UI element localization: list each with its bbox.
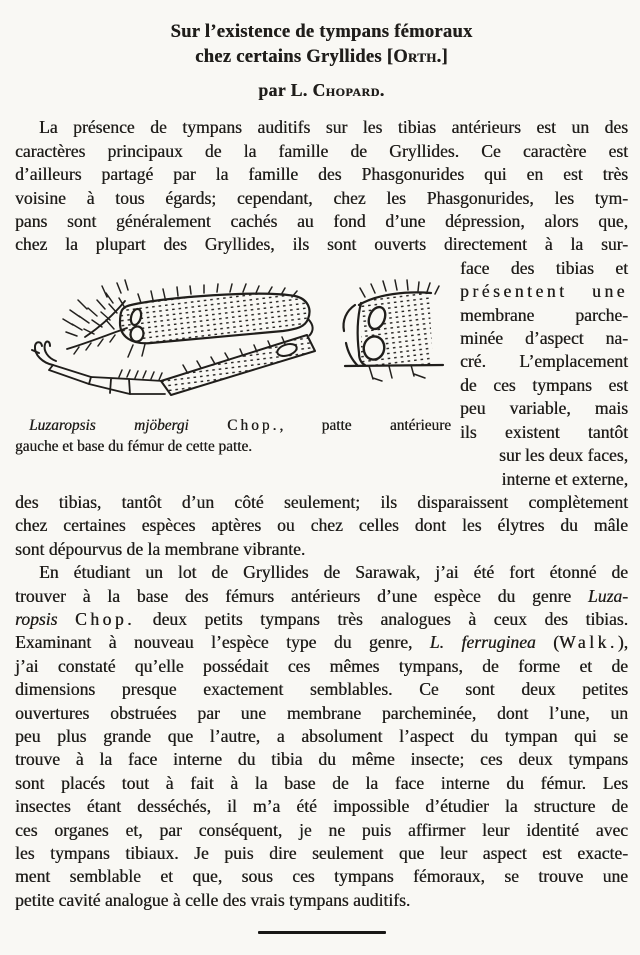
text-line: trouver à la base des fémurs antérieurs d’une espèce du genre Luza- — [15, 585, 628, 606]
text-line: cré. L’emplacement — [460, 351, 628, 372]
text-line: minée d’aspect na- — [460, 328, 628, 349]
text-line: présentent une — [460, 281, 628, 302]
text-line: petite cavité analogue à celle des vrais tympans auditifs. — [15, 889, 411, 910]
text-line: ment semblable et que, sous ces tympans fémoraux, se trouve une — [15, 866, 628, 887]
text-line: par L. Chopard. — [258, 80, 385, 100]
text-line: gauche et base du fémur de cette patte. — [15, 437, 252, 455]
text-line: insectes étant desséchés, il m’a été impossible d’étudier la structure de — [15, 796, 628, 817]
text-line: caractères principaux de la famille de Gryllides. Ce caractère est — [15, 140, 628, 161]
text-line: sur les deux faces, — [499, 445, 628, 466]
text-line: des tibias, tantôt d’un côté seulement; ils disparaissent complètement — [15, 491, 628, 512]
wrapped-text-column — [460, 257, 628, 491]
text-line: voisine à tous égards; cependant, chez les Phasgonurides, les tym- — [15, 187, 628, 208]
text-line: chez certaines espèces aptères ou chez celles dont les élytres du mâle — [15, 515, 628, 536]
paragraph-2 — [15, 561, 628, 912]
text-line: pans sont généralement cachés au fond d’une dépression, alors que, — [15, 211, 628, 232]
article-byline — [15, 79, 628, 102]
text-line: En étudiant un lot de Gryllides de Sarawak, j’ai été fort étonné de — [39, 562, 628, 583]
end-of-article-rule — [258, 931, 386, 934]
paragraph-1-continued — [15, 491, 628, 561]
text-line: chez la plupart des Gryllides, ils sont ouverts directement à la sur- — [15, 234, 628, 255]
text-line: sont dépourvus de la membrane vibrante. — [15, 538, 306, 559]
text-line: les tympans tibiaux. Je puis dire seulement que leur aspect est exacte- — [15, 843, 628, 863]
text-line: ces organes et, par conséquent, je ne puis affirmer leur identité avec — [15, 819, 628, 840]
text-line: peu variable, mais — [460, 398, 628, 419]
figure-row — [15, 257, 628, 491]
text-line: peu plus grande que l’autre, a absolument l’aspect du tympan qui se — [15, 725, 628, 746]
figure-block — [15, 257, 460, 457]
text-line: interne et externe, — [501, 468, 628, 489]
text-line: chez certains Gryllides [Orth.] — [195, 47, 448, 67]
article-title — [15, 20, 628, 70]
text-line: dimensions presque exactement semblables. Ce sont deux petites — [15, 679, 628, 700]
text-line: Sur l’existence de tympans fémoraux — [170, 22, 473, 42]
text-line: face des tibias et — [460, 257, 628, 278]
paragraph-1 — [15, 116, 628, 256]
text-line: j’ai constaté qu’elle possédait ces mêmes tympans, de forme et de — [15, 655, 628, 676]
text-line: trouve à la face interne du tibia du même insecte; ces deux tympans — [15, 749, 628, 770]
text-line: La présence de tympans auditifs sur les tibias antérieurs est un des — [39, 117, 628, 138]
insect-foreleg-illustration — [15, 261, 460, 409]
text-line: sont placés tout à fait à la base de la face interne du fémur. Les — [15, 772, 628, 793]
text-line: membrane parche- — [460, 304, 628, 325]
text-line: d’ailleurs partagé par la famille des Phasgonurides qui en est très — [15, 164, 628, 185]
text-line: Examinant à nouveau l’espèce type du genre, L. ferruginea (Walk.), — [15, 632, 629, 653]
text-line: Luzaropsis mjöbergi Chop., patte antérieure — [29, 416, 451, 434]
text-line: de ces tympans est — [460, 374, 628, 395]
text-line: ropsis Chop. deux petits tympans très analogues à ceux des tibias. — [15, 608, 629, 629]
figure-caption — [15, 415, 451, 457]
text-line: ils existent tantôt — [460, 421, 628, 442]
text-line: ouvertures obstruées par une membrane parcheminée, dont l’une, un — [15, 702, 628, 723]
